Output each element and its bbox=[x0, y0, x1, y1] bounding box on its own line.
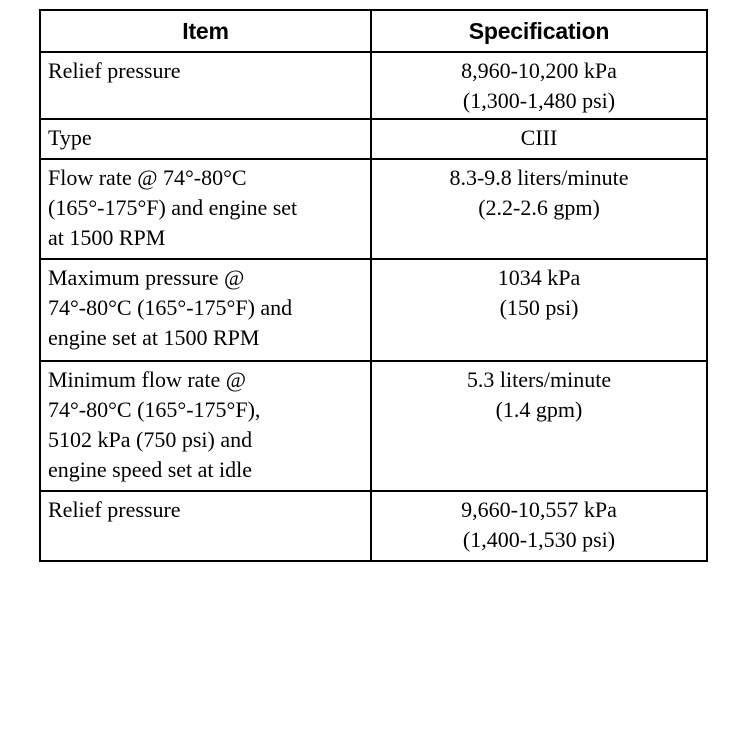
table-row bbox=[40, 491, 707, 561]
item-text: engine speed set at idle bbox=[48, 457, 253, 482]
spec-text: 1034 kPa bbox=[497, 265, 581, 290]
item-cell bbox=[40, 119, 371, 159]
table-row bbox=[40, 52, 707, 119]
item-text: Relief pressure bbox=[48, 497, 181, 522]
spec-text: (1.4 gpm) bbox=[495, 397, 583, 422]
item-text: Flow rate @ 74°-80°C bbox=[48, 165, 247, 190]
spec-cell bbox=[371, 119, 707, 159]
spec-cell bbox=[371, 52, 707, 119]
spec-cell bbox=[371, 159, 707, 259]
spec-cell bbox=[371, 361, 707, 491]
spec-cell bbox=[371, 491, 707, 561]
specification-table bbox=[39, 9, 708, 562]
table-row bbox=[40, 119, 707, 159]
specification-column-header: Specification bbox=[371, 10, 707, 52]
item-text: (165°-175°F) and engine set bbox=[48, 195, 298, 220]
item-text: 5102 kPa (750 psi) and bbox=[48, 427, 253, 452]
item-cell bbox=[40, 52, 371, 119]
spec-text: 8,960-10,200 kPa bbox=[461, 58, 617, 83]
item-text: 74°-80°C (165°-175°F) and bbox=[48, 295, 293, 320]
table-row bbox=[40, 159, 707, 259]
item-text: Minimum flow rate @ bbox=[48, 367, 247, 392]
item-text: Type bbox=[48, 125, 92, 150]
item-cell bbox=[40, 159, 371, 259]
item-text: 74°-80°C (165°-175°F), bbox=[48, 397, 261, 422]
item-column-header: Item bbox=[40, 10, 371, 52]
header-row bbox=[40, 10, 707, 52]
item-text: Maximum pressure @ bbox=[48, 265, 245, 290]
spec-cell bbox=[371, 259, 707, 361]
spec-text: (150 psi) bbox=[499, 295, 579, 320]
spec-text: 8.3-9.8 liters/minute bbox=[449, 165, 629, 190]
table-row bbox=[40, 259, 707, 361]
item-cell bbox=[40, 361, 371, 491]
spec-text: (1,300-1,480 psi) bbox=[462, 88, 616, 113]
item-text: at 1500 RPM bbox=[48, 225, 166, 250]
spec-text: (2.2-2.6 gpm) bbox=[478, 195, 600, 220]
spec-text: 9,660-10,557 kPa bbox=[461, 497, 617, 522]
spec-text: (1,400-1,530 psi) bbox=[462, 527, 616, 552]
item-cell bbox=[40, 491, 371, 561]
spec-text: CIII bbox=[520, 125, 558, 150]
item-text: engine set at 1500 RPM bbox=[48, 325, 260, 350]
spec-text: 5.3 liters/minute bbox=[466, 367, 612, 392]
item-text: Relief pressure bbox=[48, 58, 181, 83]
item-cell bbox=[40, 259, 371, 361]
table-row bbox=[40, 361, 707, 491]
